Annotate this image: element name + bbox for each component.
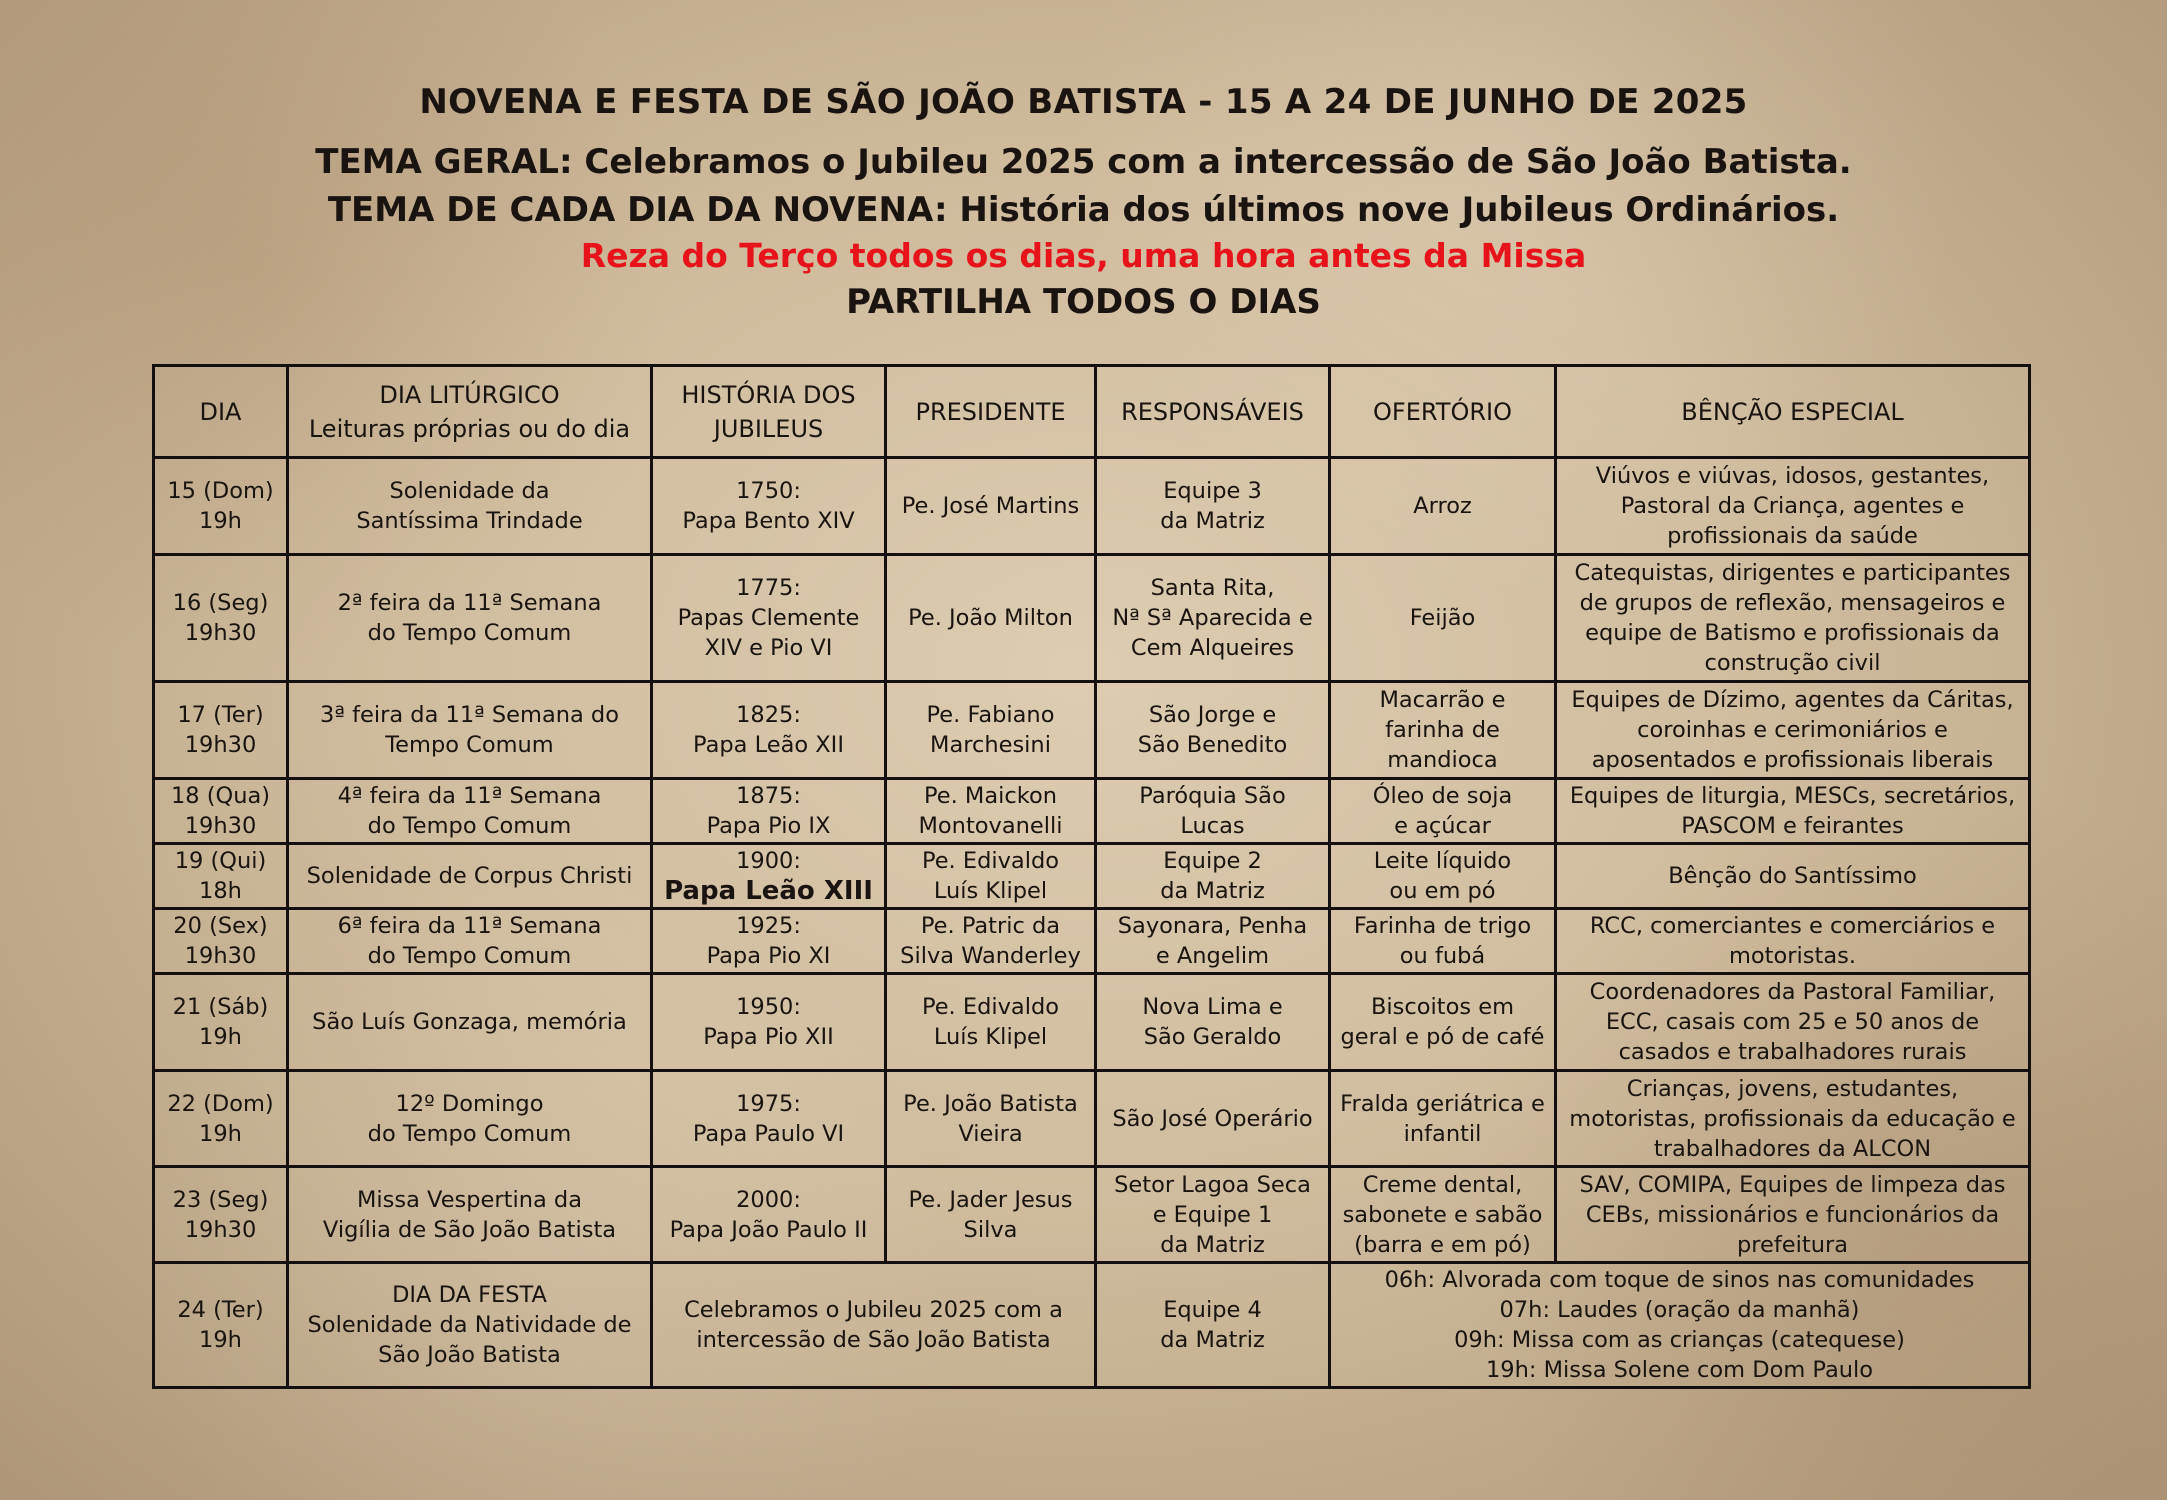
- header: [0, 72, 2167, 326]
- table-row: [154, 779, 2030, 844]
- header-ofertorio: OFERTÓRIO: [1330, 366, 1556, 458]
- cell-historia: 1975: Papa Paulo VI: [652, 1071, 886, 1167]
- header-presidente: PRESIDENTE: [886, 366, 1096, 458]
- header-bencao: BÊNÇÃO ESPECIAL: [1556, 366, 2030, 458]
- cell-responsaveis: São José Operário: [1096, 1071, 1330, 1167]
- cell-presidente: Pe. Maickon Montovanelli: [886, 779, 1096, 844]
- cell-bencao: Coordenadores da Pastoral Familiar, ECC, casais com 25 e 50 anos de casados e trabalhadores rurais: [1556, 974, 2030, 1071]
- cell-responsaveis: Equipe 2 da Matriz: [1096, 844, 1330, 909]
- cell-liturgico: 6ª feira da 11ª Semana do Tempo Comum: [288, 909, 652, 974]
- cell-liturgico: Solenidade da Santíssima Trindade: [288, 458, 652, 555]
- cell-responsaveis: Sayonara, Penha e Angelim: [1096, 909, 1330, 974]
- cell-feast-program: 06h: Alvorada com toque de sinos nas comunidades 07h: Laudes (oração da manhã) 09h: Missa com as crianças (catequese) 19h: Missa Solene com Dom Paulo: [1330, 1263, 2030, 1388]
- cell-dia: 17 (Ter) 19h30: [154, 682, 288, 779]
- cell-historia: 1925: Papa Pio XI: [652, 909, 886, 974]
- cell-ofertorio: Arroz: [1330, 458, 1556, 555]
- cell-dia: 22 (Dom) 19h: [154, 1071, 288, 1167]
- cell-ofertorio: Feijão: [1330, 555, 1556, 682]
- novena-schedule-table: [152, 364, 2031, 1389]
- table-row: [154, 555, 2030, 682]
- cell-presidente: Pe. João Batista Vieira: [886, 1071, 1096, 1167]
- cell-bencao: Crianças, jovens, estudantes, motoristas, profissionais da educação e trabalhadores da ALCON: [1556, 1071, 2030, 1167]
- cell-bencao: Viúvos e viúvas, idosos, gestantes, Pastoral da Criança, agentes e profissionais da saúde: [1556, 458, 2030, 555]
- cell-liturgico: 3ª feira da 11ª Semana do Tempo Comum: [288, 682, 652, 779]
- cell-dia: 18 (Qua) 19h30: [154, 779, 288, 844]
- table-row: [154, 458, 2030, 555]
- cell-responsaveis: Santa Rita, Nª Sª Aparecida e Cem Alqueires: [1096, 555, 1330, 682]
- cell-dia: 23 (Seg) 19h30: [154, 1167, 288, 1263]
- cell-liturgico: 2ª feira da 11ª Semana do Tempo Comum: [288, 555, 652, 682]
- cell-responsaveis: Paróquia São Lucas: [1096, 779, 1330, 844]
- cell-presidente: Pe. Edivaldo Luís Klipel: [886, 974, 1096, 1071]
- table-row: [154, 974, 2030, 1071]
- cell-responsaveis: Setor Lagoa Seca e Equipe 1 da Matriz: [1096, 1167, 1330, 1263]
- cell-dia: 15 (Dom) 19h: [154, 458, 288, 555]
- partilha-note: PARTILHA TODOS O DIAS: [846, 282, 1321, 322]
- cell-ofertorio: Leite líquido ou em pó: [1330, 844, 1556, 909]
- cell-bencao: Equipes de Dízimo, agentes da Cáritas, coroinhas e cerimoniários e aposentados e profissionais liberais: [1556, 682, 2030, 779]
- cell-presidente: Pe. Edivaldo Luís Klipel: [886, 844, 1096, 909]
- cell-dia: 21 (Sáb) 19h: [154, 974, 288, 1071]
- cell-ofertorio: Biscoitos em geral e pó de café: [1330, 974, 1556, 1071]
- cell-historia: 1825: Papa Leão XII: [652, 682, 886, 779]
- cell-responsaveis: Nova Lima e São Geraldo: [1096, 974, 1330, 1071]
- cell-ofertorio: Óleo de soja e açúcar: [1330, 779, 1556, 844]
- table-row: [154, 909, 2030, 974]
- cell-liturgico: Solenidade de Corpus Christi: [288, 844, 652, 909]
- cell-liturgico: DIA DA FESTA Solenidade da Natividade de São João Batista: [288, 1263, 652, 1388]
- cell-historia-year: 1900:: [736, 848, 801, 874]
- table-row: [154, 682, 2030, 779]
- cell-responsaveis: São Jorge e São Benedito: [1096, 682, 1330, 779]
- table-row-feast-day: [154, 1263, 2030, 1388]
- table-row: [154, 844, 2030, 909]
- cell-historia: 1875: Papa Pio IX: [652, 779, 886, 844]
- cell-presidente: Pe. José Martins: [886, 458, 1096, 555]
- cell-bencao: Equipes de liturgia, MESCs, secretários, PASCOM e feirantes: [1556, 779, 2030, 844]
- cell-jubileu-theme: Celebramos o Jubileu 2025 com a intercessão de São João Batista: [652, 1263, 1096, 1388]
- cell-historia: 2000: Papa João Paulo II: [652, 1167, 886, 1263]
- cell-responsaveis: Equipe 4 da Matriz: [1096, 1263, 1330, 1388]
- cell-bencao: RCC, comerciantes e comerciários e motoristas.: [1556, 909, 2030, 974]
- cell-liturgico: São Luís Gonzaga, memória: [288, 974, 652, 1071]
- theme-daily: TEMA DE CADA DIA DA NOVENA: História dos últimos nove Jubileus Ordinários.: [327, 190, 1840, 230]
- table-row: [154, 1071, 2030, 1167]
- cell-ofertorio: Farinha de trigo ou fubá: [1330, 909, 1556, 974]
- cell-historia: 1775: Papas Clemente XIV e Pio VI: [652, 555, 886, 682]
- cell-presidente: Pe. Jader Jesus Silva: [886, 1167, 1096, 1263]
- cell-ofertorio: Fralda geriátrica e infantil: [1330, 1071, 1556, 1167]
- cell-dia: 19 (Qui) 18h: [154, 844, 288, 909]
- cell-presidente: Pe. João Milton: [886, 555, 1096, 682]
- cell-dia: 20 (Sex) 19h30: [154, 909, 288, 974]
- cell-historia: [652, 844, 886, 909]
- rosary-note: Reza do Terço todos os dias, uma hora antes da Missa: [580, 236, 1587, 275]
- header-historia: HISTÓRIA DOS JUBILEUS: [652, 366, 886, 458]
- cell-presidente: Pe. Patric da Silva Wanderley: [886, 909, 1096, 974]
- theme-general: TEMA GERAL: Celebramos o Jubileu 2025 com a intercessão de São João Batista.: [315, 142, 1852, 182]
- page-title: NOVENA E FESTA DE SÃO JOÃO BATISTA - 15 A 24 DE JUNHO DE 2025: [419, 82, 1748, 122]
- cell-historia: 1950: Papa Pio XII: [652, 974, 886, 1071]
- cell-presidente: Pe. Fabiano Marchesini: [886, 682, 1096, 779]
- table-row: [154, 1167, 2030, 1263]
- cell-historia-pope: Papa Leão XIII: [664, 876, 873, 906]
- cell-ofertorio: Creme dental, sabonete e sabão (barra e em pó): [1330, 1167, 1556, 1263]
- header-responsaveis: RESPONSÁVEIS: [1096, 366, 1330, 458]
- header-dia: DIA: [154, 366, 288, 458]
- cell-bencao: SAV, COMIPA, Equipes de limpeza das CEBs, missionários e funcionários da prefeitura: [1556, 1167, 2030, 1263]
- cell-ofertorio: Macarrão e farinha de mandioca: [1330, 682, 1556, 779]
- table-header-row: [154, 366, 2030, 458]
- cell-responsaveis: Equipe 3 da Matriz: [1096, 458, 1330, 555]
- cell-liturgico: 4ª feira da 11ª Semana do Tempo Comum: [288, 779, 652, 844]
- cell-bencao: Catequistas, dirigentes e participantes de grupos de reflexão, mensageiros e equipe de Batismo e profissionais da construção civil: [1556, 555, 2030, 682]
- cell-historia: 1750: Papa Bento XIV: [652, 458, 886, 555]
- cell-liturgico: Missa Vespertina da Vigília de São João Batista: [288, 1167, 652, 1263]
- cell-dia: 24 (Ter) 19h: [154, 1263, 288, 1388]
- header-dia-liturgico: DIA LITÚRGICO Leituras próprias ou do dia: [288, 366, 652, 458]
- cell-liturgico: 12º Domingo do Tempo Comum: [288, 1071, 652, 1167]
- cell-dia: 16 (Seg) 19h30: [154, 555, 288, 682]
- cell-bencao: Bênção do Santíssimo: [1556, 844, 2030, 909]
